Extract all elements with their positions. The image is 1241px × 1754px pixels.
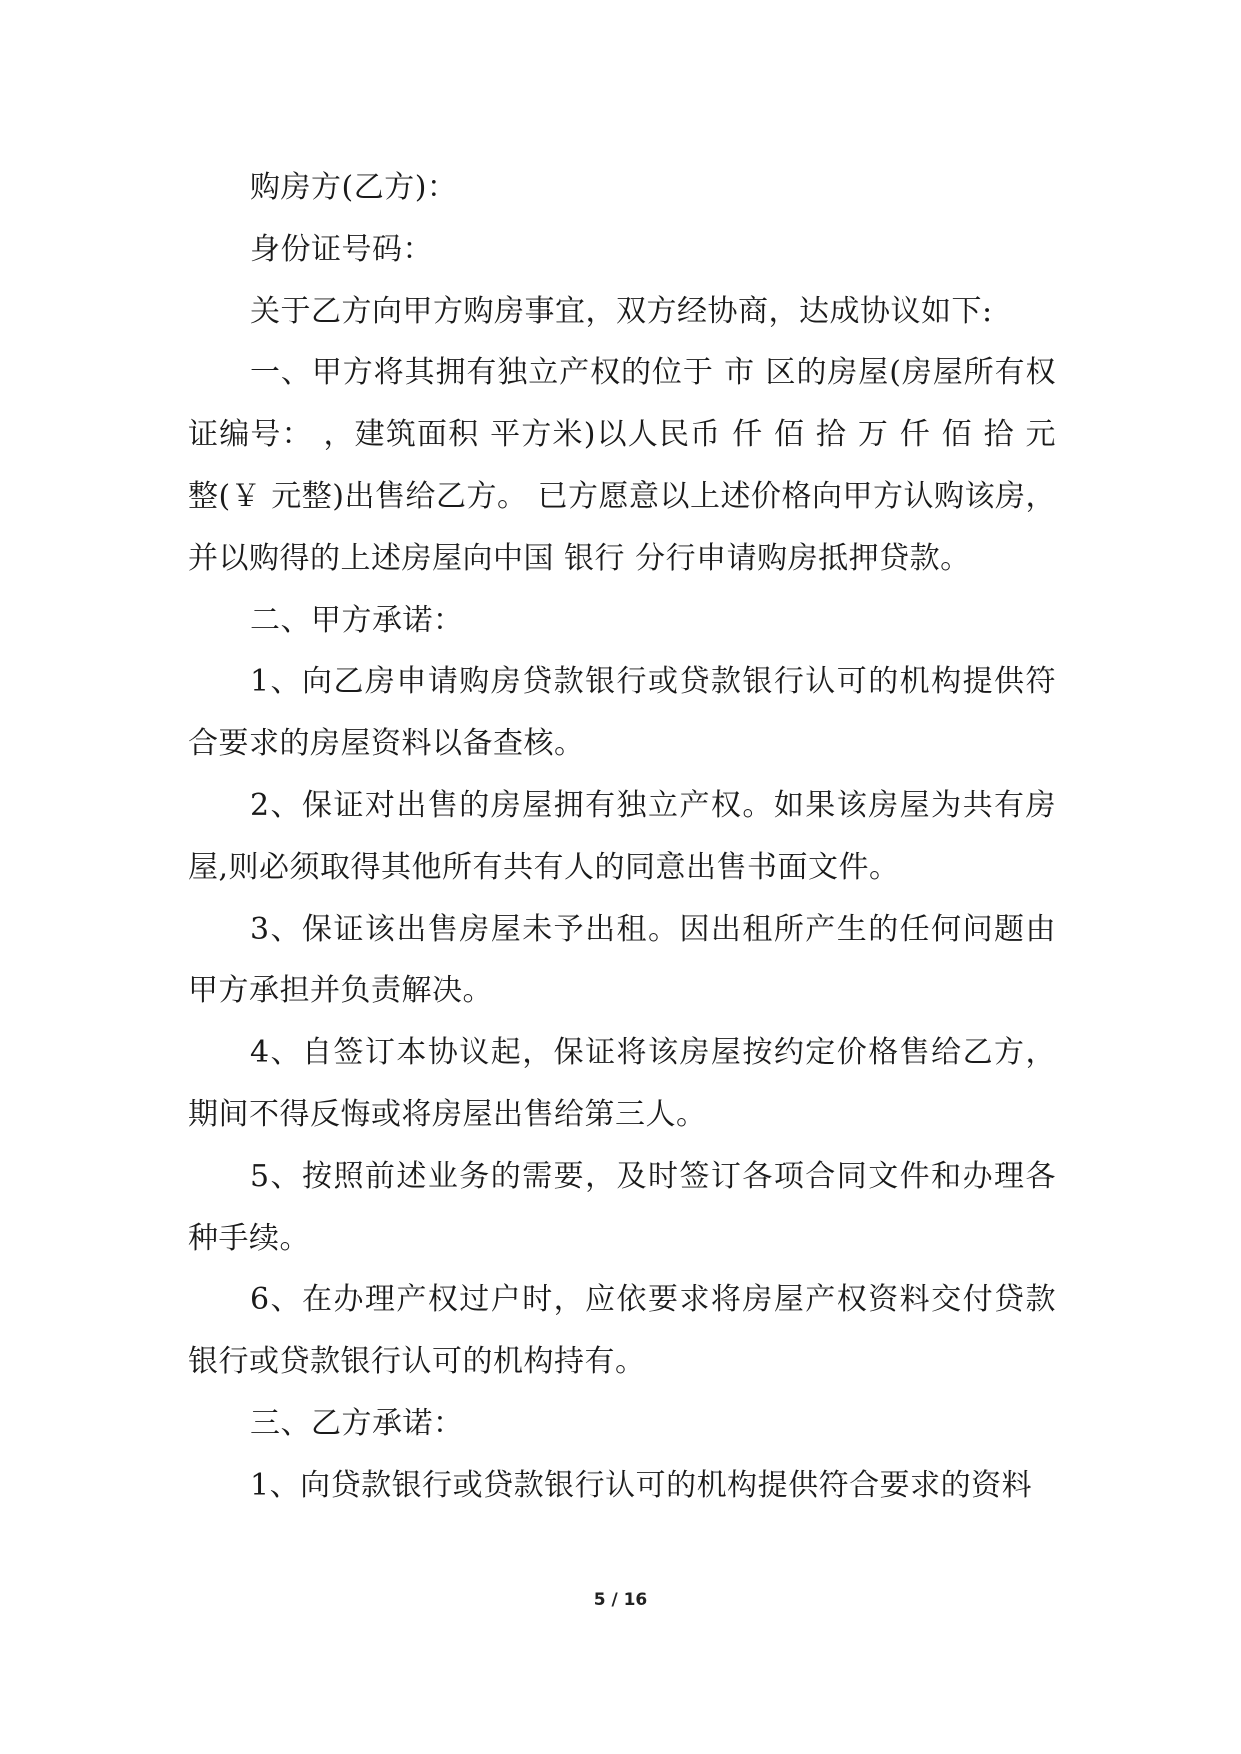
paragraph-a-item-2: 2、保证对出售的房屋拥有独立产权。如果该房屋为共有房屋,则必须取得其他所有共有人的同意出售书面文件。 (188, 787, 1056, 885)
paragraph-a-item-6: 6、在办理产权过户时，应依要求将房屋产权资料交付贷款银行或贷款银行认可的机构持有。 (188, 1282, 1056, 1380)
page-number: 5 / 16 (593, 1590, 648, 1610)
paragraph-buyer: 购房方(乙方)： (250, 170, 458, 205)
heading-party-a-promises: 二、甲方承诺： (250, 602, 464, 638)
heading-party-b-promises: 三、乙方承诺： (250, 1405, 464, 1441)
paragraph-a-item-1: 1、向乙房申请购房贷款银行或贷款银行认可的机构提供符合要求的房屋资料以备查核。 (188, 664, 1056, 762)
paragraph-a-item-4: 4、自签订本协议起，保证将该房屋按约定价格售给乙方，期间不得反悔或将房屋出售给第三人。 (188, 1035, 1056, 1132)
paragraph-clause-1: 一、甲方将其拥有独立产权的位于 市 区的房屋(房屋所有权证编号： ，建筑面积 平方米)以人民币 仟 佰 拾 万 仟 佰 拾 元整(￥ 元整)出售给乙方。 已方愿意以上述价格向甲方认购该房，并以购得的上述房屋向中国 银行 分行申请购房抵押贷款。 (188, 355, 1056, 576)
paragraph-intro: 关于乙方向甲方购房事宜，双方经协商，达成协议如下: (250, 293, 993, 329)
paragraph-id-number: 身份证号码： (250, 231, 433, 267)
paragraph-a-item-5: 5、按照前述业务的需要，及时签订各项合同文件和办理各种手续。 (188, 1158, 1056, 1256)
paragraph-a-item-3: 3、保证该出售房屋未予出租。因出租所产生的任何问题由甲方承担并负责解决。 (188, 911, 1056, 1009)
document-body (188, 157, 1056, 1517)
paragraph-b-item-1: 1、向贷款银行或贷款银行认可的机构提供符合要求的资料 (250, 1467, 1033, 1503)
